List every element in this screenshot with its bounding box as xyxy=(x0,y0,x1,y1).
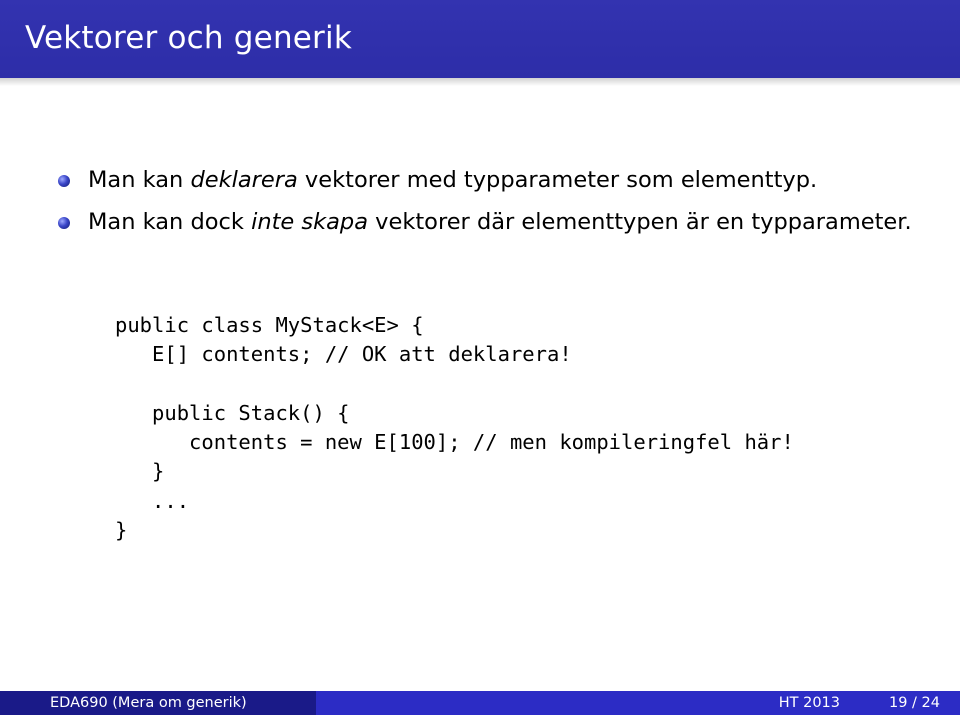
title-shadow xyxy=(0,78,960,86)
footer-term: HT 2013 xyxy=(778,695,840,711)
footer-course: EDA690 (Mera om generik) xyxy=(0,691,316,715)
slide-title: Vektorer och generik xyxy=(25,20,352,56)
bullet-item: Man kan deklarera vektorer med typparameter som elementtyp. xyxy=(58,162,918,198)
footer-page-number: 19 / 24 xyxy=(888,695,940,711)
footer-right xyxy=(316,691,960,715)
footer-bar xyxy=(0,691,960,715)
code-block: public class MyStack<E> { E[] contents; // OK att deklarera! public Stack() { contents = new E[100]; // men kompileringfel här! } ... } xyxy=(115,313,794,543)
bullet-ball-icon xyxy=(58,217,70,229)
title-bar xyxy=(0,0,960,78)
bullet-list xyxy=(58,162,918,246)
bullet-item: Man kan dock inte skapa vektorer där elementtypen är en typparameter. xyxy=(58,204,918,240)
bullet-ball-icon xyxy=(58,175,70,187)
